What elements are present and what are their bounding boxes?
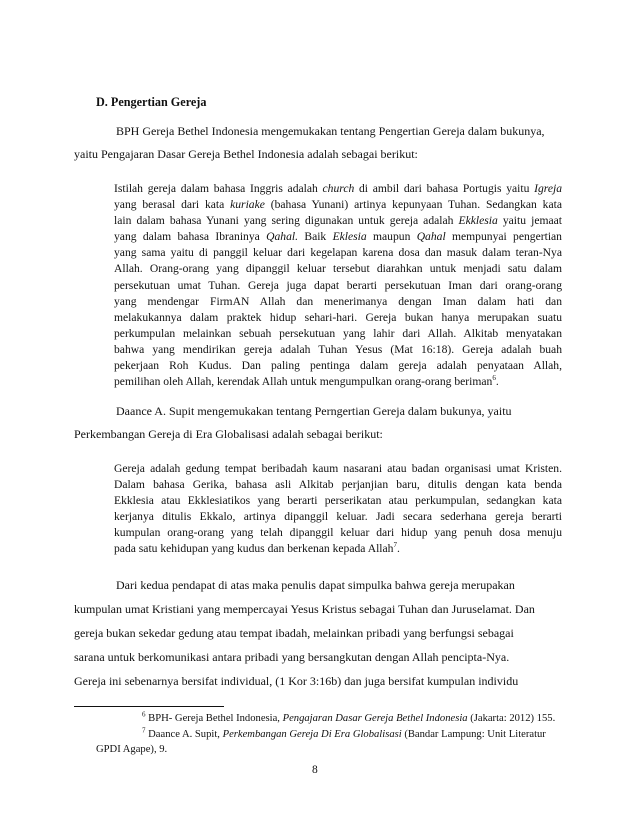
quote1-line: yang dalam bahasa Ibraninya Qahal. Baik Eklesia maupun Qahal mempunyai pengertian xyxy=(114,230,562,244)
quote2-line: Gereja adalah gedung tempat beribadah kaum nasarani atau badan organisasi umat Kristen. xyxy=(114,462,562,475)
footnote-ref-6[interactable]: 6 xyxy=(492,374,496,383)
quote2-line: Dalam bahasa Gerika, bahasa asli Alkitab perjanjian baru, ditulis dengan kata benda xyxy=(114,478,562,492)
quote1-line: Istilah gereja dalam bahasa Inggris adalah church di ambil dari bahasa Portugis yaitu Igreja xyxy=(114,182,562,195)
para1-line2: yaitu Pengajaran Dasar Gereja Bethel Indonesia adalah sebagai berikut: xyxy=(74,147,418,161)
para3-line2: kumpulan umat Kristiani yang mempercayai Yesus Kristus sebagai Tuhan dan Juruselamat. Dan xyxy=(74,602,535,616)
para3-line4: sarana untuk berkomunikasi antara pribadi yang bersangkutan dengan Allah pencipta-Nya. xyxy=(74,650,510,664)
quote2-line: kumpulan orang-orang yang telah dipanggil keluar dari hidup yang penuh dosa menuju xyxy=(114,526,562,540)
quote1-line: melakukannya dalam praktek hidup sehari-hari. Gereja bukan hanya merupakan suatu xyxy=(114,310,562,324)
para1-line1: BPH Gereja Bethel Indonesia mengemukakan tentang Pengertian Gereja dalam bukunya, xyxy=(116,124,545,138)
para2-line1: Daance A. Supit mengemukakan tentang Perngertian Gereja dalam bukunya, yaitu xyxy=(116,404,512,418)
footnote-divider xyxy=(74,706,224,707)
quote2-line: kerjanya ditulis Ekkalo, artinya dipanggil keluar. Jadi secara sederhana gereja berarti xyxy=(114,510,562,524)
quote1-line: Allah. Orang-orang yang dipanggil keluar tersebut diarahkan untuk menjadi satu dalam xyxy=(114,262,562,276)
quote1-line: bahwa yang mendirikan gereja adalah Tuhan Yesus (Mat 16:18). Gereja adalah buah xyxy=(114,342,562,356)
section-heading: D. Pengertian Gereja xyxy=(96,95,207,109)
quote1-line: yang mendengar FirmAN Allah dan menerimanya dengan Iman dalam hati dan xyxy=(114,294,562,308)
footnote-7-continued: GPDI Agape), 9. xyxy=(96,744,168,755)
quote1-line: pekerjaan Roh Kudus. Dan paling pentinga dalam gereja adalah penyataan Allah, xyxy=(114,359,562,373)
quote1-line: pemilihan oleh Allah, kerendak Allah untuk mengumpulkan orang-orang beriman$^6$. xyxy=(114,374,499,389)
footnote-7: $^7$ Daance A. Supit, Perkembangan Gereja Di Era Globalisasi (Bandar Lampung: Unit Literatur xyxy=(142,726,546,740)
footnote-6: $^6$ BPH- Gereja Bethel Indonesia, Pengajaran Dasar Gereja Bethel Indonesia (Jakarta: 2012) 155. xyxy=(142,710,556,724)
page-number: 8 xyxy=(312,764,318,776)
quote1-line: perkumpulan melainkan sebuah persekutuan yang lahir dari Allah. Alkitab menyatakan xyxy=(114,326,562,340)
para2-line2: Perkembangan Gereja di Era Globalisasi adalah sebagai berikut: xyxy=(74,427,383,441)
block-quote-2 xyxy=(114,461,562,558)
quote1-line: yang sama yaitu di panggil keluar dari kegelapan karena dosa dan masuk dalam teran-Nya xyxy=(114,246,562,260)
quote2-line: pada satu kehidupan yang kudus dan berkenan kepada Allah$^7$. xyxy=(114,541,400,556)
para3-line1: Dari kedua pendapat di atas maka penulis dapat simpulka bahwa gereja merupakan xyxy=(116,578,515,592)
quote2-line: Ekklesia atau Ekklesiatikos yang berarti perserikatan atau perkumpulan, sedangkan kata xyxy=(114,494,562,508)
quote1-line: yang berasal dari kata kuriake (bahasa Yunani) artinya kepunyaan Tuhan. Sedangkan kata xyxy=(114,198,562,212)
para3-line3: gereja bukan sekedar gedung atau tempat ibadah, melainkan pribadi yang berfungsi sebagai xyxy=(74,626,514,640)
quote1-line: persekutuan umat Tuhan. Gereja juga dapat berarti persekutuan Iman dari orang-orang xyxy=(114,278,562,292)
block-quote-1 xyxy=(114,181,562,390)
footnote-ref-7[interactable]: 7 xyxy=(393,541,397,550)
para3-line5: Gereja ini sebenarnya bersifat individual, (1 Kor 3:16b) dan juga bersifat kumpulan individu xyxy=(74,674,519,688)
quote1-line: lain dalam bahasa Yunani yang sering digunakan untuk gereja adalah Ekklesia yaitu jemaat xyxy=(114,214,562,228)
